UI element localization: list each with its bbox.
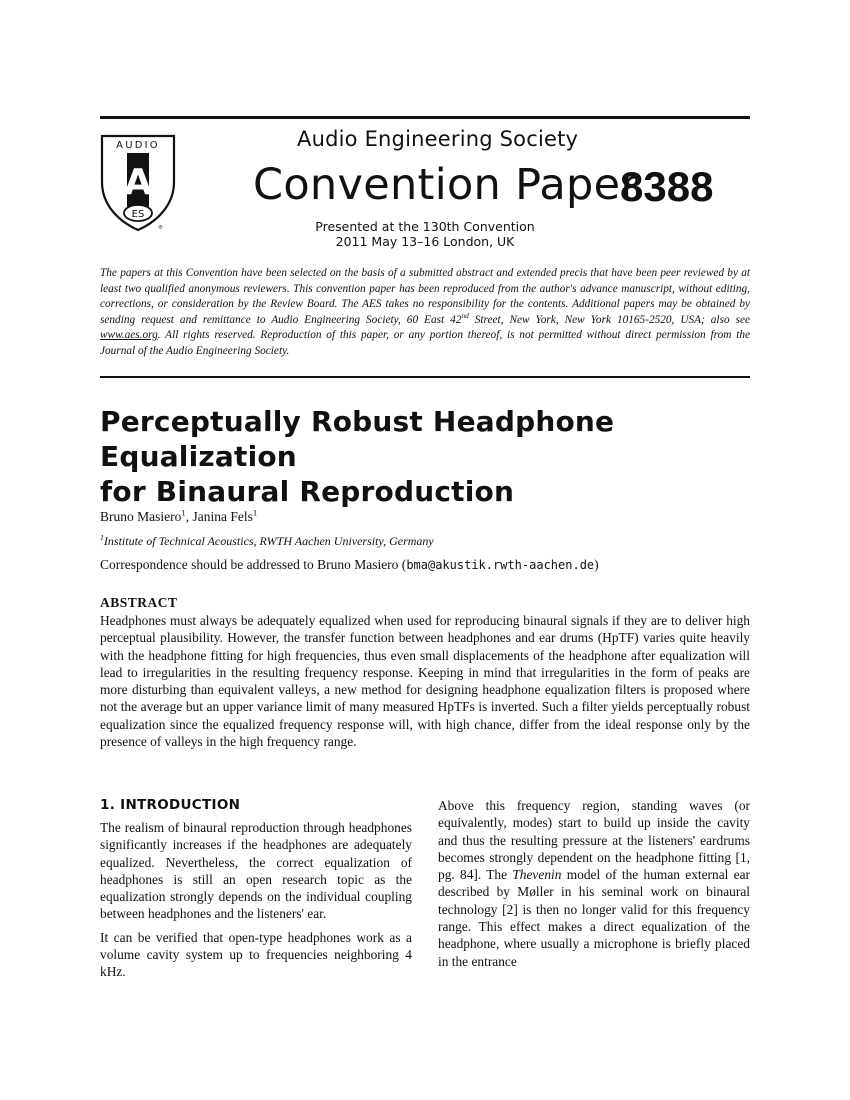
presented-line-2: 2011 May 13–16 London, UK	[335, 234, 515, 249]
abstract-heading: ABSTRACT	[100, 595, 178, 610]
aes-logo-icon	[100, 134, 180, 234]
paper-title	[100, 404, 760, 509]
intro-paragraph-continued	[438, 797, 750, 970]
correspondence-prefix: Correspondence should be addressed to Bruno Masiero (	[100, 557, 407, 572]
right-text-part-1: Above this frequency region, standing waves (or equivalently, modes) start to build up inside the cavity and thus the resulting pressure at the listeners' eardrums becomes strongly dependent on the headphone fitting [1, pg. 84]. The	[438, 798, 750, 883]
right-column	[438, 797, 750, 970]
disclaimer-text	[100, 266, 750, 359]
abstract-body: Headphones must always be adequately equalized when used for reproducing binaural signals if they are to deliver high perceptual plausibility. However, the transfer function between headphones and ear drums (HpTF) varies quite heavily with the headphone fitting for high frequencies, thus even small displacements of the headphone after equalization will lead to irregularities in the resulting frequency response. Keeping in mind that irregularities in the form of peaks are more disturbing than equivalent valleys, a new method for designing headphone equalization filters is proposed where not the average but an upper variance limit of many measured HpTFs is inverted. Such a filter yields perceptually robust equalization since the equalized frequency response will, with high chance, differ from the ideal response only by the presence of valleys in the high frequency range.	[100, 613, 750, 750]
author-affiliation-mark: 1	[252, 507, 258, 518]
logo-letter: A	[124, 162, 152, 203]
middle-rule	[100, 376, 750, 378]
presented-info	[300, 219, 550, 249]
convention-title: Convention Paper	[253, 160, 639, 210]
correspondence-suffix: )	[594, 557, 599, 572]
presented-line-1: Presented at the 130th Convention	[315, 219, 535, 234]
intro-paragraph-2: It can be verified that open-type headphones work as a volume cavity system up to frequencies neighboring 4 kHz.	[100, 929, 412, 980]
affiliation-text: Institute of Technical Acoustics, RWTH Aachen University, Germany	[103, 534, 434, 548]
top-rule	[100, 116, 750, 119]
disclaimer-part-1: The papers at this Convention have been selected on the basis of a submitted abstract and extended precis that have been peer reviewed by at least two qualified anonymous reviewers. This convention paper has been reproduced from the author's advance manuscript, without editing, corrections, or consideration by the Review Board. The AES takes no responsibility for the contents. Additional papers may be obtained by sending request and remittance to Audio Engineering Society, 60 East 42	[100, 267, 750, 326]
disclaimer-superscript: nd	[461, 310, 469, 320]
intro-paragraph-1: The realism of binaural reproduction through headphones significantly increases if the headphones are adequately equalized. Nevertheless, the correct equalization of headphones is still an open research topic as the equalization strongly depends on the individual coupling between headphones and the listeners' ear.	[100, 820, 412, 922]
thevenin-term: Thevenin	[512, 867, 562, 883]
paper-number: 8388	[620, 163, 714, 210]
author-name: Janina Fels	[192, 509, 253, 524]
right-text-part-2: model of the human external ear described by Møller in his seminal work on binaural technology [2] is then no longer valid for this frequency range. This effect makes a direct equalization of the headphone, where usually a microphone is briefly placed in the entrance	[438, 867, 750, 969]
disclaimer-part-2: Street, New York, New York 10165-2520, USA; also see	[468, 313, 751, 326]
disclaimer-part-3: . All rights reserved. Reproduction of this paper, or any portion thereof, is not permitted without direct permission from the Journal of the Audio Engineering Society.	[100, 329, 750, 357]
registered-mark: ®	[158, 225, 163, 231]
author-list	[100, 509, 257, 525]
affiliation	[100, 534, 434, 549]
author-separator: ,	[185, 509, 193, 524]
paper-title-line-2: for Binaural Reproduction	[100, 475, 515, 508]
affiliation-mark: 1	[100, 533, 104, 542]
paper-title-line-1: Perceptually Robust Headphone Equalization	[100, 405, 615, 473]
author-name: Bruno Masiero	[100, 509, 182, 524]
introduction-heading: 1. INTRODUCTION	[100, 797, 241, 813]
left-column	[100, 819, 412, 987]
correspondence	[100, 557, 599, 573]
author-affiliation-mark: 1	[181, 507, 186, 518]
logo-bottom-text: ES	[131, 209, 145, 220]
correspondence-email[interactable]: bma@akustik.rwth-aachen.de	[406, 558, 595, 572]
society-name: Audio Engineering Society	[297, 127, 579, 151]
logo-top-text: AUDIO	[116, 140, 160, 151]
aes-website-link[interactable]: www.aes.org	[100, 329, 158, 341]
